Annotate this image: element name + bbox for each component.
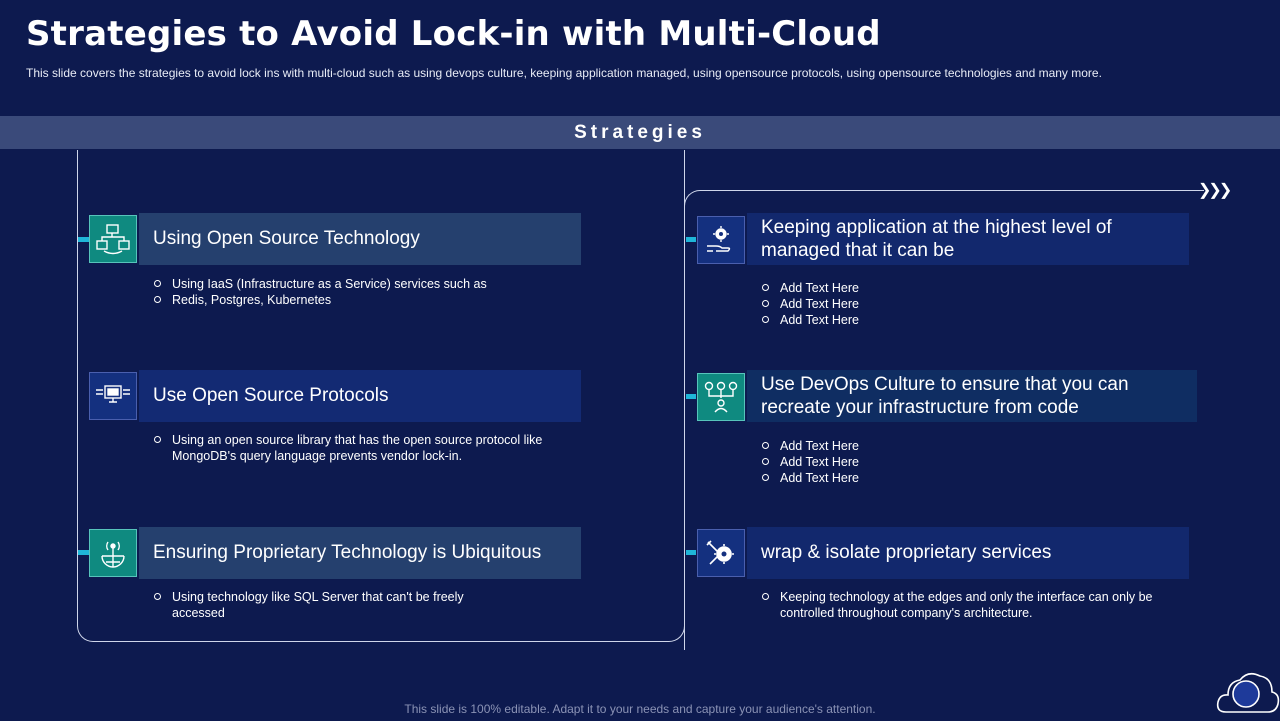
strategy-header-2 [139, 370, 581, 422]
connector-marker [686, 550, 696, 555]
strategy-header-6 [747, 527, 1189, 579]
bullet-item: Add Text Here [761, 312, 1061, 328]
footer-note: This slide is 100% editable. Adapt it to your needs and capture your audience's attention. [404, 702, 876, 716]
hand-gear-icon [697, 216, 745, 264]
bullet-item: Add Text Here [761, 296, 1061, 312]
strategy-bullets-4 [761, 280, 1061, 328]
global-antenna-icon [89, 529, 137, 577]
connector-marker [686, 394, 696, 399]
strategy-heading: Using Open Source Technology [153, 228, 420, 249]
arrow-icon: ❯❯❯ [1198, 182, 1230, 199]
slide-subtitle: This slide covers the strategies to avoid lock ins with multi-cloud such as using devops culture, keeping application managed, using opensource protocols, using opensource technologies and many more. [26, 66, 1102, 80]
bullet-item: Using technology like SQL Server that can't be freely accessed [153, 589, 483, 621]
strategy-header-5 [747, 370, 1197, 422]
strategy-heading: wrap & isolate proprietary services [761, 542, 1052, 563]
strategy-bullets-2 [153, 432, 573, 464]
monitor-network-icon [89, 372, 137, 420]
slide-title: Strategies to Avoid Lock-in with Multi-Cloud [26, 14, 881, 54]
cloud-logo-icon [1216, 666, 1280, 721]
bullet-item: Add Text Here [761, 454, 1061, 470]
strategy-heading: Use DevOps Culture to ensure that you can recreate your infrastructure from code [761, 374, 1129, 418]
connector-marker [686, 237, 696, 242]
strategy-bullets-1 [153, 276, 553, 308]
cloud-network-icon [89, 215, 137, 263]
strategy-header-1 [139, 213, 581, 265]
banner-label: Strategies [574, 121, 706, 143]
strategy-bullets-5 [761, 438, 1061, 486]
bullet-item: Add Text Here [761, 280, 1061, 296]
strategy-heading: Use Open Source Protocols [153, 385, 389, 406]
bullet-item: Using an open source library that has the open source protocol like MongoDB's query language prevents vendor lock-in. [153, 432, 573, 464]
team-network-icon [697, 373, 745, 421]
tools-gear-icon [697, 529, 745, 577]
strategy-header-3 [139, 527, 581, 579]
strategy-heading: Ensuring Proprietary Technology is Ubiquitous [153, 542, 542, 563]
strategy-heading: Keeping application at the highest level of managed that it can be [761, 217, 1112, 261]
bullet-item: Add Text Here [761, 470, 1061, 486]
strategy-bullets-3 [153, 589, 483, 621]
strategy-bullets-6 [761, 589, 1181, 621]
bullet-item: Redis, Postgres, Kubernetes [153, 292, 553, 308]
strategies-banner [0, 116, 1280, 149]
bullet-item: Using IaaS (Infrastructure as a Service) services such as [153, 276, 553, 292]
strategy-header-4 [747, 213, 1189, 265]
bullet-item: Add Text Here [761, 438, 1061, 454]
bullet-item: Keeping technology at the edges and only the interface can only be controlled throughout company's architecture. [761, 589, 1181, 621]
